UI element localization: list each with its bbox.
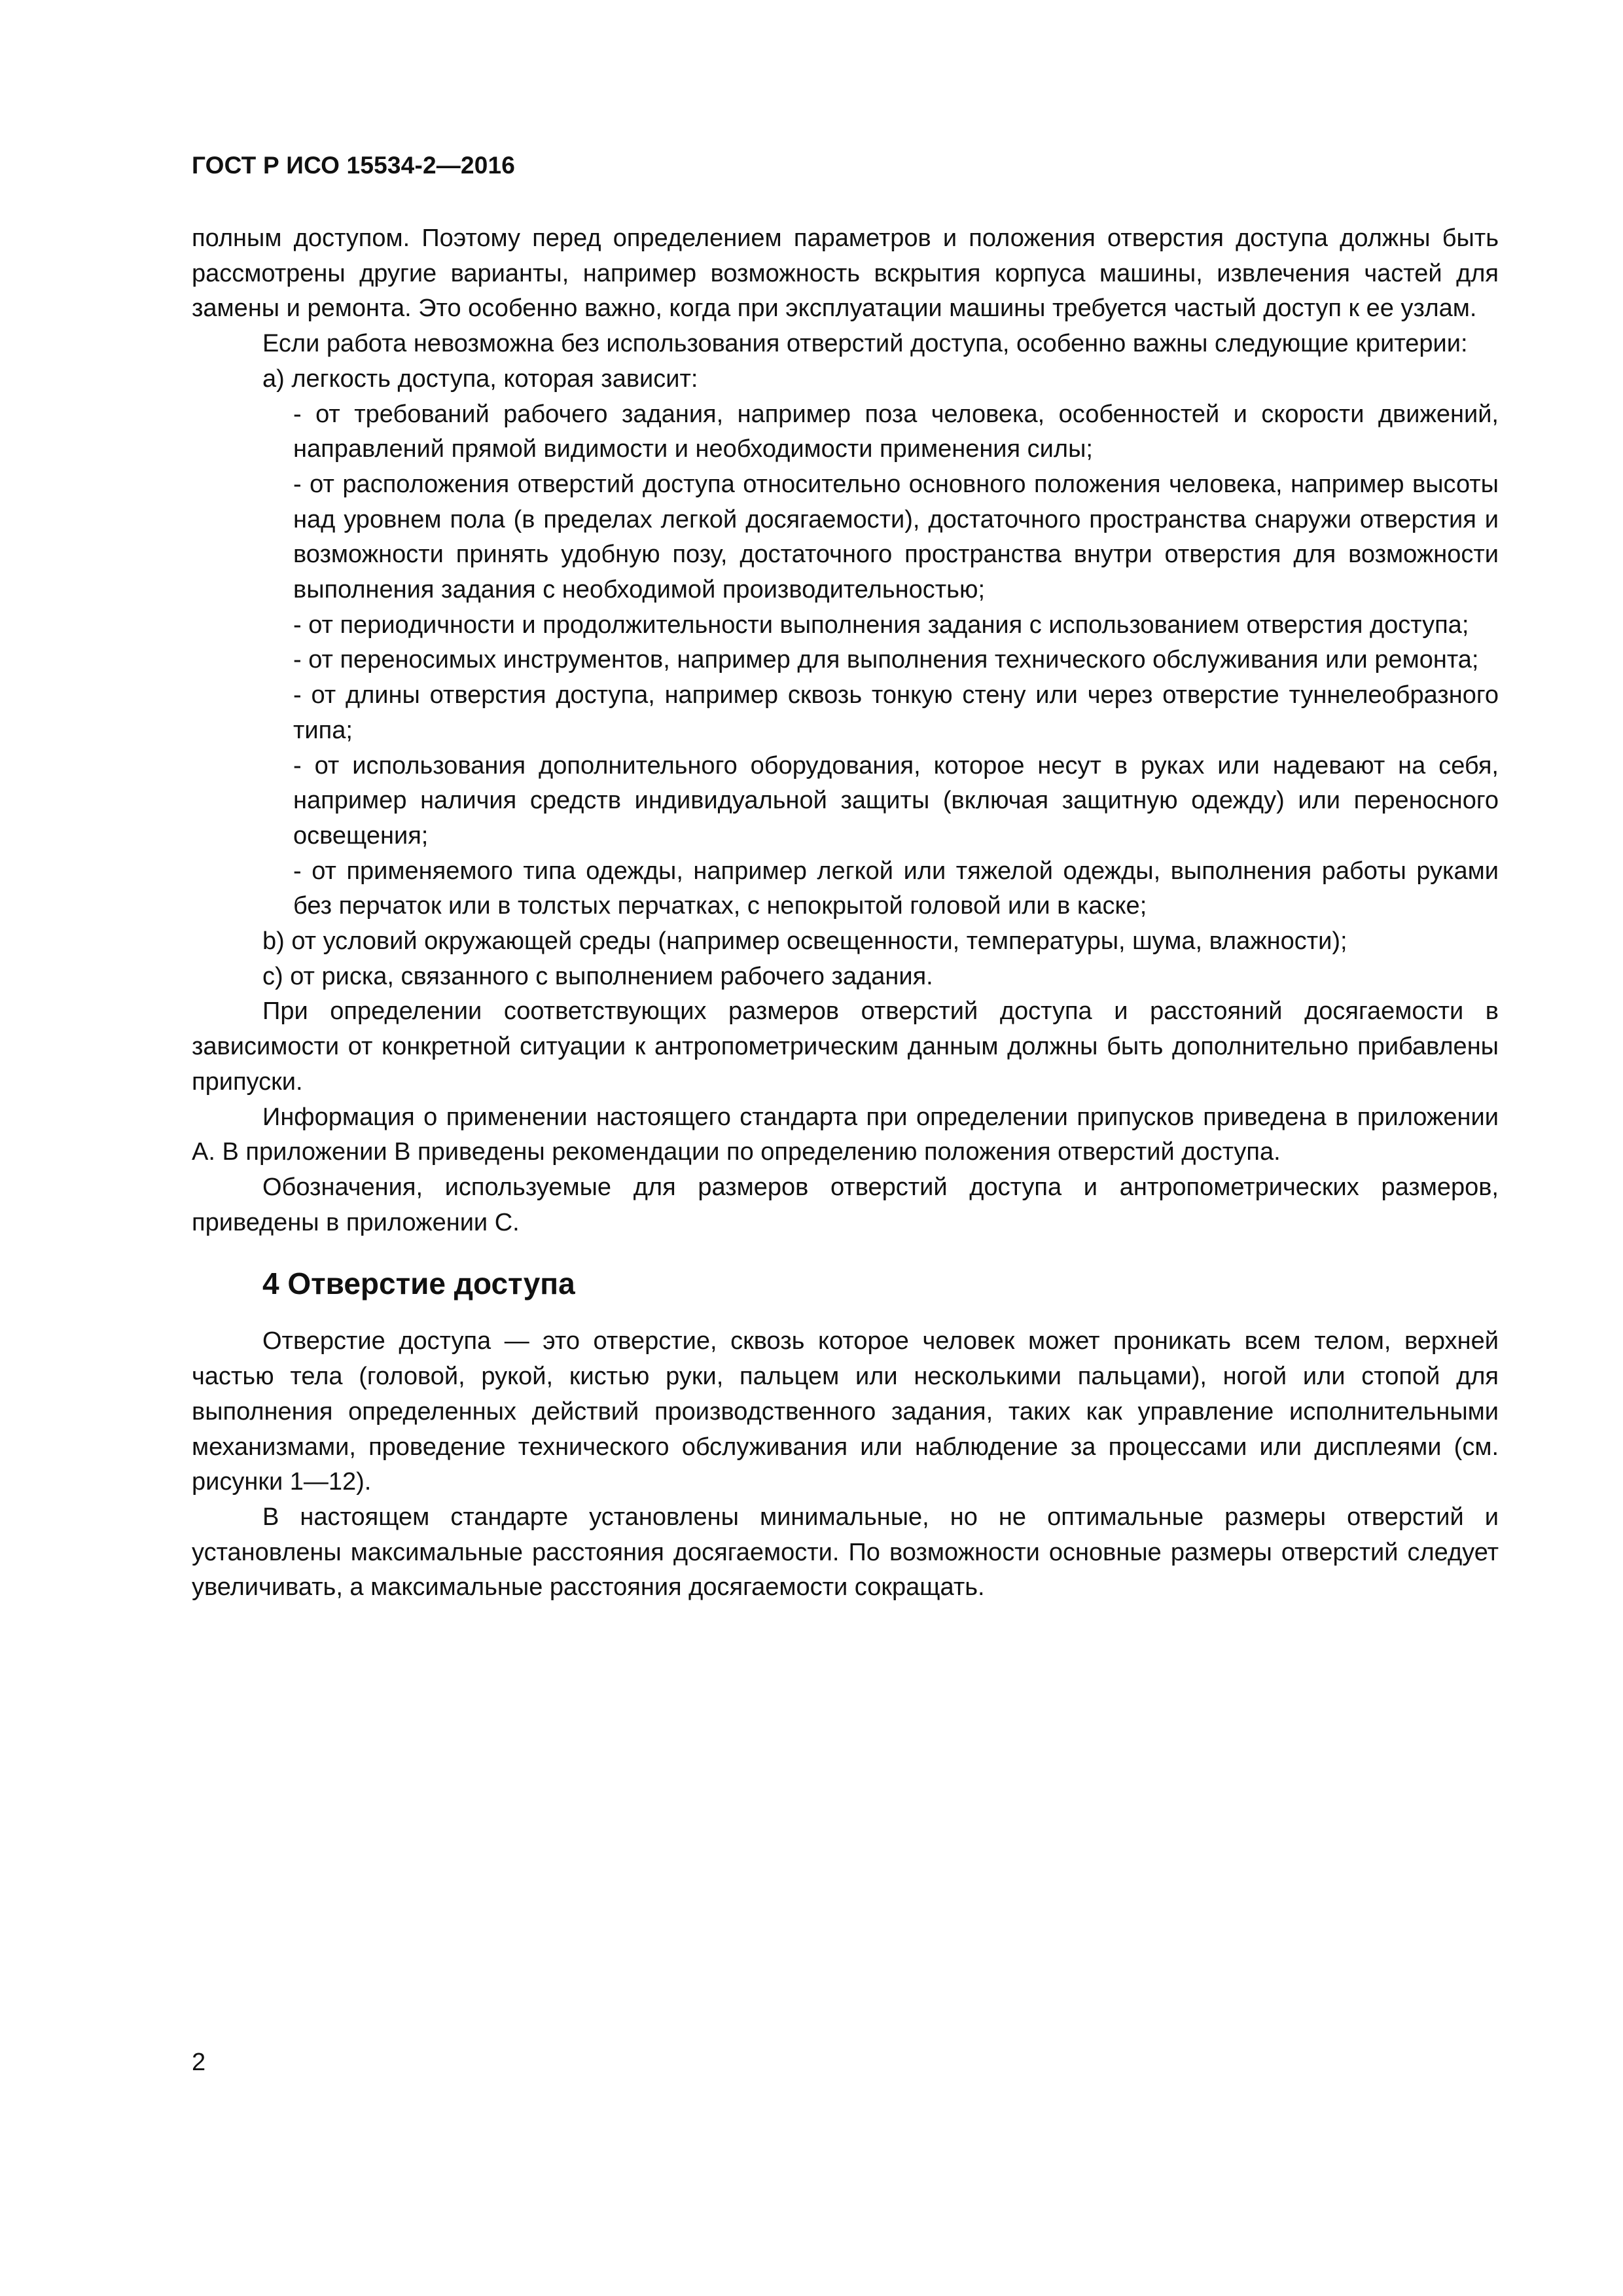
list-item-c: c) от риска, связанного с выполнением рабочего задания. <box>262 962 933 990</box>
sub-list-item: - от переносимых инструментов, например для выполнения технического обслуживания или ремонта; <box>293 646 1479 674</box>
body-paragraph: Если работа невозможна без использования отверстий доступа, особенно важны следующие критерии: <box>262 330 1468 358</box>
sub-list-item: - от применяемого типа одежды, например легкой или тяжелой одежды, выполнения работы руками без перчаток или в толстых перчатках, с непокрытой головой или в каске; <box>293 857 1499 920</box>
body-paragraph: полным доступом. Поэтому перед определением параметров и положения отверстия доступа должны быть рассмотрены другие варианты, например возможность вскрытия корпуса машины, извлечения частей для замены и ремонта. Это особенно важно, когда при эксплуатации машины требуется частый доступ к ее узлам. <box>192 224 1499 323</box>
page-content <box>192 221 1499 1605</box>
sub-list-item: - от длины отверстия доступа, например сквозь тонкую стену или через отверстие туннелеобразного типа; <box>293 681 1499 744</box>
sub-list-item: - от требований рабочего задания, например поза человека, особенностей и скорости движений, направлений прямой видимости и необходимости применения силы; <box>293 400 1499 463</box>
list-item-a: a) легкость доступа, которая зависит: <box>262 365 698 393</box>
section-heading: 4 Отверстие доступа <box>262 1266 575 1301</box>
sub-list-item: - от использования дополнительного оборудования, которое несут в руках или надевают на себя, например наличия средств индивидуальной защиты (включая защитную одежду) или переносного освещения; <box>293 751 1499 850</box>
page-number: 2 <box>192 2049 206 2076</box>
body-paragraph: Информация о применении настоящего стандарта при определении припусков приведена в приложении A. В приложении B приведены рекомендации по определению положения отверстий доступа. <box>192 1103 1499 1166</box>
sub-list-item: - от расположения отверстий доступа относительно основного положения человека, например высоты над уровнем пола (в пределах легкой досягаемости), достаточного пространства снаружи отверстия и возможности принять удобную позу, достаточного пространства внутри отверстия для возможности выполнения задания с необходимой производительностью; <box>293 470 1499 604</box>
body-paragraph: При определении соответствующих размеров отверстий доступа и расстояний досягаемости в зависимости от конкретной ситуации к антропометрическим данным должны быть дополнительно прибавлены припуски. <box>192 997 1499 1096</box>
sub-list-item: - от периодичности и продолжительности выполнения задания с использованием отверстия доступа; <box>293 611 1469 639</box>
list-item-b: b) от условий окружающей среды (например освещенности, температуры, шума, влажности); <box>262 927 1347 956</box>
section-paragraph: В настоящем стандарте установлены минимальные, но не оптимальные размеры отверстий и установлены максимальные расстояния досягаемости. По возможности основные размеры отверстий следует увеличивать, а максимальные расстояния досягаемости сокращать. <box>192 1503 1499 1602</box>
section-paragraph: Отверстие доступа — это отверстие, сквозь которое человек может проникать всем телом, верхней частью тела (головой, рукой, кистью руки, пальцем или несколькими пальцами), ногой или стопой для выполнения определенных действий производственного задания, таких как управление исполнительными механизмами, проведение технического обслуживания или наблюдение за процессами или дисплеями (см. рисунки 1—12). <box>192 1327 1499 1496</box>
body-paragraph: Обозначения, используемые для размеров отверстий доступа и антропометрических размеров, приведены в приложении C. <box>192 1173 1499 1236</box>
document-header: ГОСТ Р ИСО 15534-2—2016 <box>192 152 516 179</box>
